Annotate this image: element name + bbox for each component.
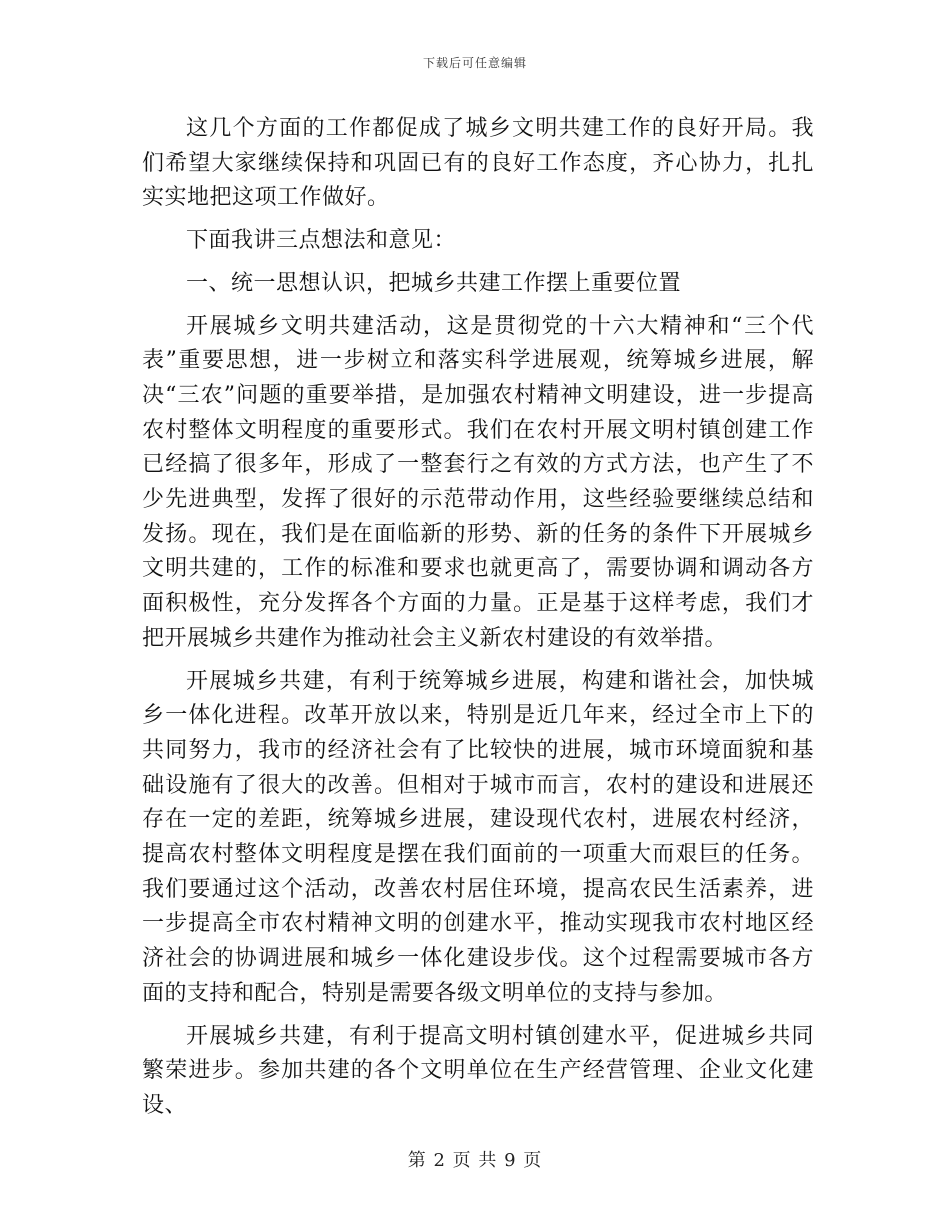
paragraph-3: 开展城乡文明共建活动，这是贯彻党的十六大精神和“三个代表”重要思想，进一步树立和落实科学进展观，统筹城乡进展，解决“三农”问题的重要举措，是加强农村精神文明建设，进一步提高农村整体文明程度的重要形式。我们在农村开展文明村镇创建工作已经搞了很多年，形成了一整套行之有效的方式方法，也产生了不少先进典型，发挥了很好的示范带动作用，这些经验要继续总结和发扬。现在，我们是在面临新的形势、新的任务的条件下开展城乡文明共建的，工作的标准和要求也就更高了，需要协调和调动各方面积极性，充分发挥各个方面的力量。正是基于这样考虑，我们才把开展城乡共建作为推动社会主义新农村建设的有效举措。: [142, 313, 814, 651]
section-heading: 一、统一思想认识，把城乡共建工作摆上重要位置: [186, 270, 682, 296]
document-body: [142, 112, 814, 1132]
paragraph-2: 下面我讲三点想法和意见：: [186, 228, 457, 254]
paragraph-4: 开展城乡共建，有利于统筹城乡进展，构建和谐社会，加快城乡一体化进程。改革开放以来，特别是近几年来，经过全市上下的共同努力，我市的经济社会有了比较快的进展，城市环境面貌和基础设施有了很大的改善。但相对于城市而言，农村的建设和进展还存在一定的差距，统筹城乡进展，建设现代农村，进展农村经济，提高农村整体文明程度是摆在我们面前的一项重大而艰巨的任务。我们要通过这个活动，改善农村居住环境，提高农民生活素养，进一步提高全市农村精神文明的创建水平，推动实现我市农村地区经济社会的协调进展和城乡一体化建设步伐。这个过程需要城市各方面的支持和配合，特别是需要各级文明单位的支持与参加。: [142, 668, 814, 1006]
paragraph-1: 这几个方面的工作都促成了城乡文明共建工作的良好开局。我们希望大家继续保持和巩固已有的良好工作态度，齐心协力，扎扎实实地把这项工作做好。: [142, 116, 814, 211]
page-header: 下载后可任意编辑: [422, 56, 527, 70]
page-footer: 第 2 页 共 9 页: [407, 1150, 543, 1171]
paragraph-5: 开展城乡共建，有利于提高文明村镇创建水平，促进城乡共同繁荣进步。参加共建的各个文明单位在生产经营管理、企业文化建设、: [142, 1023, 814, 1118]
